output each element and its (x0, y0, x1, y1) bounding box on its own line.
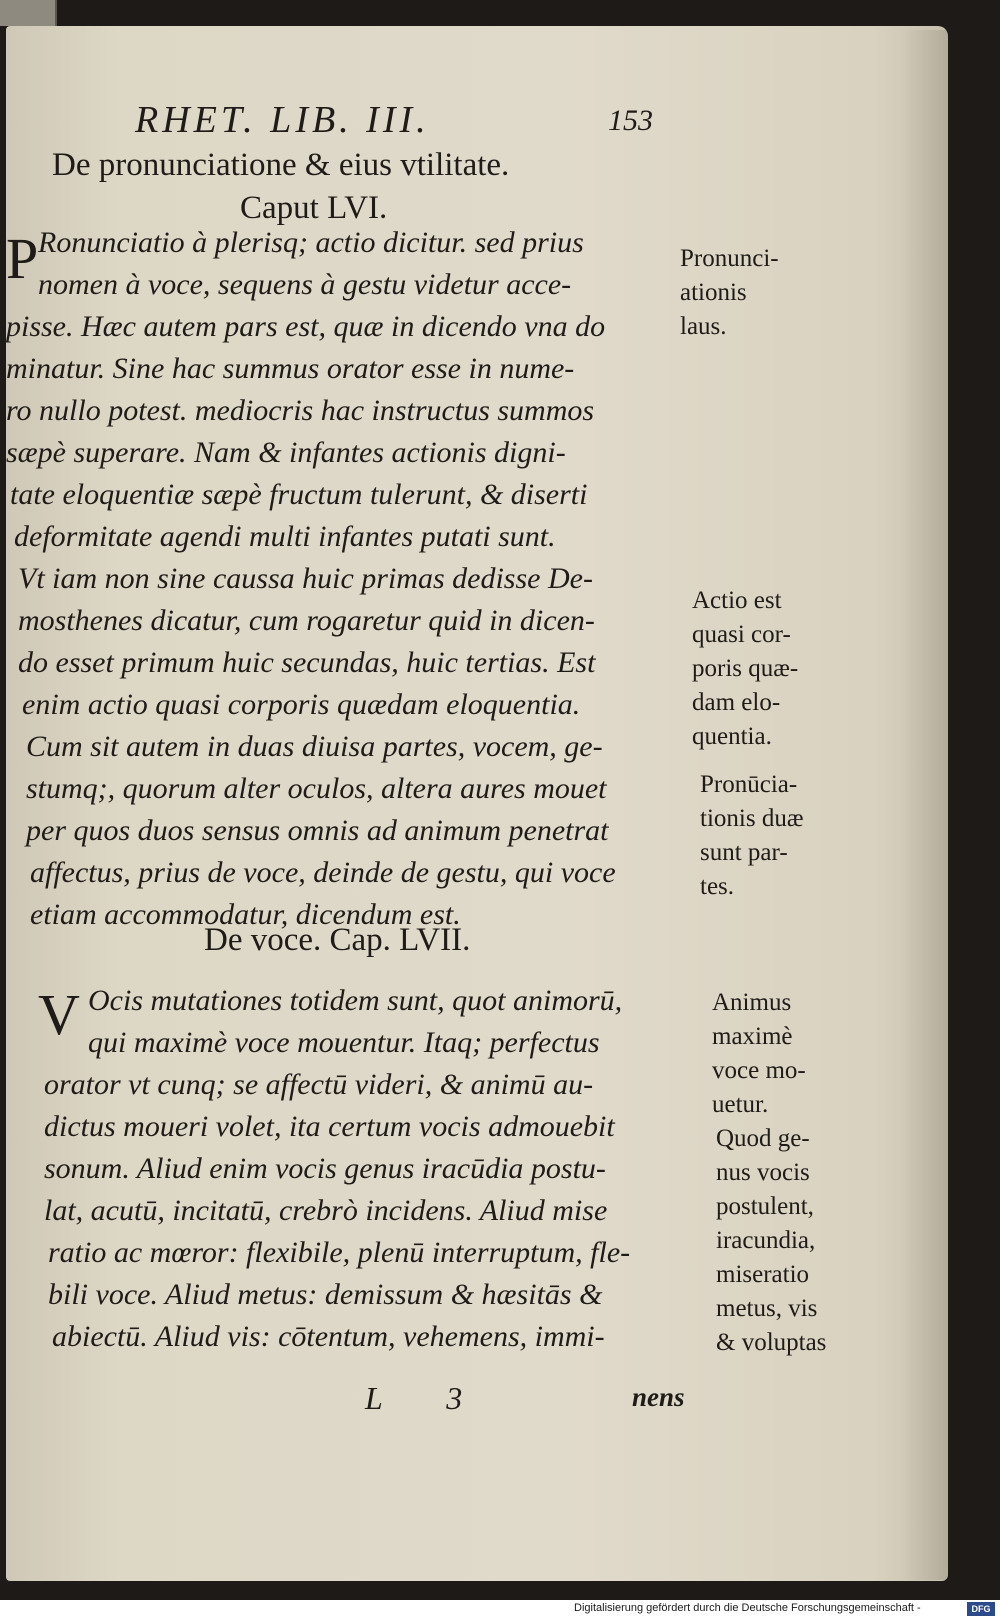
body-line: tate eloquentiæ sæpè fructum tulerunt, & diserti (10, 478, 588, 511)
margin-note-line: nus vocis (716, 1159, 810, 1186)
scan-corner-tab (0, 0, 57, 26)
margin-note-line: iracundia, (716, 1227, 816, 1254)
margin-note-line: uetur. (712, 1091, 769, 1118)
body-line: mosthenes dicatur, cum rogaretur quid in dicen- (18, 604, 595, 637)
margin-note-line: quasi cor- (692, 621, 791, 648)
margin-note-line: maximè (712, 1023, 793, 1050)
body-line: orator vt cunq; se affectū videri, & animū au- (44, 1068, 594, 1101)
margin-note-line: miseratio (716, 1261, 810, 1288)
margin-note (680, 242, 779, 344)
body-line: nomen à voce, sequens à gestu videtur acce- (38, 268, 572, 301)
body-line: stumq;, quorum alter oculos, altera aures mouet (26, 772, 607, 805)
body-line: Vt iam non sine caussa huic primas dedisse De- (18, 562, 593, 595)
margin-note-line: tionis duæ (700, 805, 804, 832)
body-line: do esset primum huic secundas, huic tertias. Est (18, 646, 596, 679)
body-line: bili voce. Aliud metus: demissum & hæsitās & (48, 1278, 603, 1311)
margin-note-line: Actio est (692, 587, 782, 614)
margin-note (692, 584, 798, 754)
body-line: pisse. Hæc autem pars est, quæ in dicendo vna do (6, 310, 606, 343)
margin-note-line: Animus (712, 989, 792, 1016)
chapter-56-title: De pronunciatione & eius vtilitate. (52, 147, 510, 183)
body-line: enim actio quasi corporis quædam eloquentia. (22, 688, 581, 721)
margin-note (716, 1122, 826, 1360)
margin-note-line: dam elo- (692, 689, 781, 716)
margin-note-line: postulent, (716, 1193, 814, 1220)
margin-note-line: Pronunci- (680, 245, 779, 272)
margin-note-line: tes. (700, 873, 735, 900)
signature-mark: L 3 (365, 1380, 491, 1416)
margin-note-line: metus, vis (716, 1295, 818, 1322)
margin-note (700, 768, 804, 904)
chapter-57-dropcap: V (38, 982, 80, 1047)
margin-note-line: poris quæ- (692, 655, 799, 682)
running-head: RHET. LIB. III. (135, 99, 430, 141)
digitization-credit: Digitalisierung gefördert durch die Deutsche Forschungsgemeinschaft - (574, 1602, 921, 1614)
body-line: Ocis mutationes totidem sunt, quot animorū, (88, 984, 623, 1017)
margin-note (712, 986, 806, 1122)
body-line: affectus, prius de voce, deinde de gestu, qui voce (30, 856, 616, 889)
body-line: deformitate agendi multi infantes putati sunt. (14, 520, 556, 553)
margin-note-line: sunt par- (700, 839, 788, 866)
body-line: minatur. Sine hac summus orator esse in nume- (6, 352, 575, 385)
body-line: sæpè superare. Nam & infantes actionis digni- (6, 436, 566, 469)
chapter-56-dropcap: P (6, 226, 39, 291)
chapter-56-caput: Caput LVI. (240, 190, 388, 226)
body-line: Ronunciatio à plerisq; actio dicitur. sed prius (38, 226, 584, 259)
body-line: Cum sit autem in duas diuisa partes, vocem, ge- (26, 730, 603, 763)
margin-note-line: ationis (680, 279, 747, 306)
margin-note-line: Quod ge- (716, 1125, 810, 1152)
margin-note-line: Pronūcia- (700, 771, 798, 798)
dfg-logo: DFG (967, 1602, 995, 1616)
page-number: 153 (608, 104, 653, 137)
margin-note-line: & voluptas (716, 1329, 827, 1356)
body-line: abiectū. Aliud vis: cōtentum, vehemens, immi- (52, 1320, 605, 1353)
body-line: sonum. Aliud enim vocis genus iracūdia postu- (44, 1152, 606, 1185)
body-line: etiam accommodatur, dicendum est. (30, 898, 461, 931)
catchword: nens (632, 1382, 685, 1412)
page-edge-shadow (900, 30, 948, 1580)
body-line: qui maximè voce mouentur. Itaq; perfectus (88, 1026, 600, 1059)
body-line: ro nullo potest. mediocris hac instructus summos (6, 394, 595, 427)
body-line: ratio ac mœror: flexibile, plenū interruptum, fle- (48, 1236, 631, 1269)
body-line: dictus moueri volet, ita certum vocis admouebit (44, 1110, 615, 1143)
body-line: per quos duos sensus omnis ad animum penetrat (26, 814, 609, 847)
margin-note-line: voce mo- (712, 1057, 806, 1084)
chapter-57-title: De voce. Cap. LVII. (204, 922, 471, 958)
body-line: lat, acutū, incitatū, crebrò incidens. Aliud mise (44, 1194, 608, 1227)
margin-note-line: quentia. (692, 723, 772, 750)
margin-note-line: laus. (680, 313, 727, 340)
